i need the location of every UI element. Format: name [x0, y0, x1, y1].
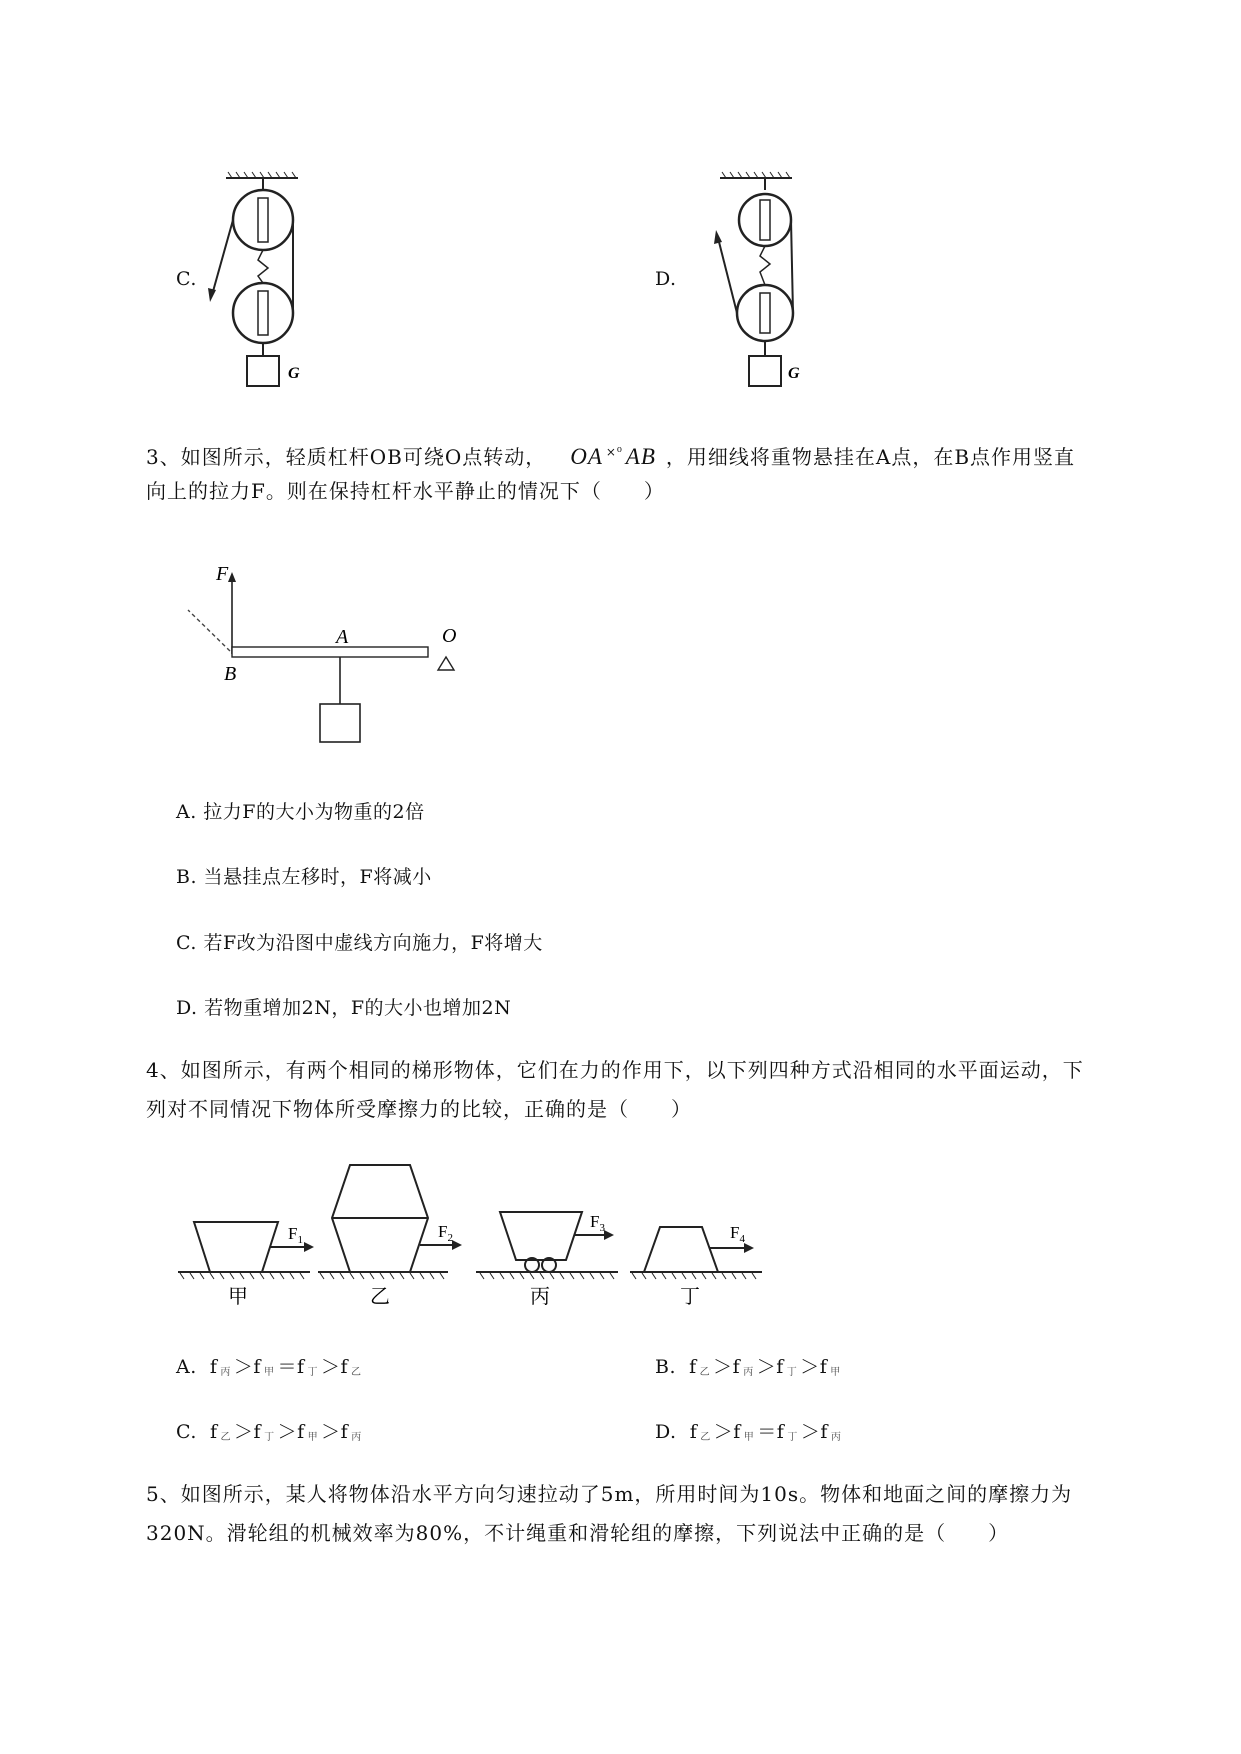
q4-option-d: D. f $_乙$ ＞f $_甲$ ＝f $_丁$ ＞f $_丙$: [655, 1421, 842, 1443]
q4-option-a: A. f $_丙$ ＞f $_甲$ ＝f $_丁$ ＞f $_乙$: [176, 1356, 362, 1378]
q3-option-c: C. 若F改为沿图中虚线方向施力，F将增大: [176, 932, 543, 954]
q5-line1: 5、如图所示，某人将物体沿水平方向匀速拉动了5m，所用时间为10s。物体和地面之间的摩擦力为: [146, 1482, 1073, 1506]
case-yi: [318, 1165, 462, 1308]
lever-label-o: O: [442, 625, 457, 647]
case-label-ding: 丁: [680, 1286, 700, 1308]
q3-option-b: B. 当悬挂点左移时，F将减小: [176, 866, 432, 888]
pulley-figure-c: [218, 168, 308, 398]
lever-label-f: F: [216, 563, 229, 585]
lever-figure: [180, 558, 480, 758]
pulley-figure-d: [712, 168, 812, 398]
case-bing: [476, 1212, 618, 1308]
case-label-bing: 丙: [530, 1286, 550, 1308]
case-label-jia: 甲: [228, 1286, 248, 1308]
force-label-3: $F_3$: [590, 1212, 605, 1234]
option-d-label: D.: [655, 268, 677, 290]
q5-line2: 320N。滑轮组的机械效率为80%，不计绳重和滑轮组的摩擦，下列说法中正确的是（ ）: [146, 1521, 1010, 1545]
case-label-yi: 乙: [370, 1286, 390, 1308]
q3-line1-pre: 3、如图所示，轻质杠杆OB可绕O点转动，: [146, 445, 547, 469]
q3-option-d: D. 若物重增加2N，F的大小也增加2N: [176, 997, 512, 1019]
q3-line1: [146, 437, 1075, 472]
q3-math-left: OA: [570, 444, 603, 469]
force-label-2: $F_2$: [438, 1222, 453, 1244]
q4-line1: 4、如图所示，有两个相同的梯形物体，它们在力的作用下，以下列四种方式沿相同的水平面运动，下: [146, 1058, 1084, 1082]
q3-line2: 向上的拉力F。则在保持杠杆水平静止的情况下（ ）: [146, 479, 665, 503]
q3-math-right: AB: [625, 444, 656, 469]
option-c-label: C.: [176, 268, 197, 290]
case-jia: [178, 1222, 314, 1308]
friction-figure: [170, 1155, 790, 1308]
lever-label-a: A: [336, 626, 349, 648]
q4-option-b: B. f $_乙$ ＞f $_丙$ ＞f $_丁$ ＞f $_甲$: [655, 1356, 841, 1378]
force-label-1: $F_1$: [288, 1224, 303, 1246]
q4-option-c: C. f $_乙$ ＞f $_丁$ ＞f $_甲$ ＞f $_丙$: [176, 1421, 362, 1443]
lever-label-b: B: [224, 663, 237, 685]
q3-line1-post: ，用细线将重物悬挂在A点，在B点作用竖直: [665, 445, 1076, 469]
q3-option-a: A. 拉力F的大小为物重的2倍: [176, 801, 425, 823]
weight-label-c: G: [288, 365, 300, 382]
q4-line2: 列对不同情况下物体所受摩擦力的比较，正确的是（ ）: [146, 1097, 692, 1121]
force-label-4: $F_4$: [730, 1223, 745, 1245]
q3-math-symbol: ×⁰: [605, 445, 623, 459]
weight-label-d: G: [788, 365, 800, 382]
case-ding: [630, 1223, 762, 1308]
